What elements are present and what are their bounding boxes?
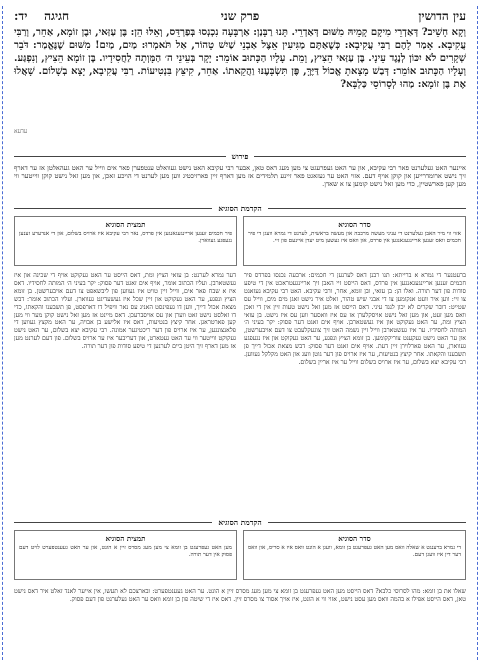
tamtzis-box-text: פיר חכמים זענען אריינגעגאנגען אין פרדס, נאר רבי עקיבא איז ארויס בשלום, און די אנדערע זענען נגעפגע געווארן. [19, 231, 232, 244]
seder-box-2-title: סדר הסוגיא [338, 534, 371, 543]
divider-line [14, 156, 226, 157]
section-title-hakdama: הקדמת הסוגיא [218, 203, 262, 213]
section-title-hakdama-2: הקדמת הסוגיא [218, 517, 262, 527]
summary-boxes-2 [14, 530, 466, 580]
commentary-columns [14, 272, 466, 512]
seder-box-2-text: די גמרא ברענגט א שאלה וואס מען האט געפרעגט בן זומא, וועגן א הונט וואס איז א סריס, און וואס דער דין איז וועגן דעם. [248, 545, 461, 558]
header-tractate-left: חגיגה [44, 8, 70, 23]
summary-boxes [14, 216, 466, 266]
tamtzis-box-2 [14, 530, 237, 580]
divider-line [268, 522, 466, 523]
section-divider-perush [14, 150, 466, 162]
header-chapter: פרק שני [220, 8, 260, 23]
seder-box-2 [243, 530, 466, 580]
header-tractate-right: עין הדושין [418, 8, 466, 23]
main-gemara-text: וְקָא חָשֵׁיב? דְּאַדְרֵי מִיקָם קָמֵיהּ מִשּׁוּם דְּאַדְרֵי. תָּנוּ רַבָּנַן: אַרְבָּעָה נִכְנְסוּ בְּפַרְדֵּס, וְאֵלּוּ הֵן: בֶּן עַזַּאי, וּבֶן זוֹמָא, אַחֵר, וְרַבִּי עֲקִיבָא. אָמַר לָהֶם רַבִּי עֲקִיבָא: כְּשֶׁאַתֶּם מַגִּיעִין אֵצֶל אַבְנֵי שַׁיִשׁ טָהוֹר, אַל תֹּאמְרוּ: מַיִם, מַיִם! מִשּׁוּם שֶׁנֶּאֱמַר: דֹּבֵר שְׁקָרִים לֹא יִכּוֹן לְנֶגֶד עֵינָי. בֶּן עַזַּאי הֵצִיץ, וָמֵת. עָלָיו הַכָּתוּב אוֹמֵר: יָקָר בְּעֵינֵי ה׳ הַמָּוְתָה לַחֲסִידָיו. בֶּן זוֹמָא הֵצִיץ, וְנִפְגַּע. וְעָלָיו הַכָּתוּב אוֹמֵר: דְּבַשׁ מָצָאתָ אֱכוֹל דַּיֶּךָּ, פֶּן תִּשְׂבָּעֶנּוּ וַהֲקֵאתוֹ. אַחֵר, קִיצֵּץ בִּנְטִיעוֹת. רַבִּי עֲקִיבָא, יָצָא בְשָׁלוֹם. שָׁאֲלוּ אֶת בֶּן זוֹמָא: מַהוּ לְסָרוֹסֵי כַּלְבָּא? [14, 27, 466, 90]
section-divider-hakdama-2 [14, 516, 466, 528]
seder-box-text: אזוי ווי מיר האבן געלערנט די עניני מעשה מרכבה און מעשה בראשית, לערנט די גמרא וועגן די פיר חכמים וואס זענען אריינגעגאנגען אין פרדס, און וואס איז געשען מיט יעדן איינעם פון זיי. [248, 231, 461, 244]
seder-box-title: סדר הסוגיא [338, 220, 371, 229]
seder-box [243, 216, 466, 266]
tamtzis-box-2-title: תמצית הסוגיא [105, 534, 146, 543]
commentary-column-left: דער גמרא לערנט: בן עזאי הציץ ומת, דאס הייסט ער האט געקוקט אויף די שכינה און איז געשטארבן. ועליו הכתוב אומר, אויף אים זאגט דער פסוק: יקר בעיני ה׳ המותה לחסידיו. דאס איז א שבח פאר אים, ווייל זיין טויט איז געווען פון ליבשאפט צו דעם אויבערשטן. בן זומא הציץ ונפגע, ער האט געקוקט און זיין שכל איז געשעדיגט געווארן. ועליו הכתוב אומר: דבש מצאת אכול דייך, ווען דו געפינסט האניג עס נאר וויפיל דו דארפסט, פן תשבענו והקאתו, כדי דו זאלסט נישט זאט ווערן און עס אויסברעכן. דאס מיינט אז מען זאל נישט קוקן מער ווי מען קען פארטראגן. אחר קיצץ בנטיעות, דאס איז אלישע בן אבויה, ער האט מקצץ געווען די פלאנצונגען, ער איז ארויס פון דער ריכטיגער אמונה. רבי עקיבא יצא בשלום, ער האט נישט געקוקט ווייטער ווי ער האט געטארט, און דעריבער איז ער ארויס בשלום. פון דעם לערנט מען אז מען דארף זיך היטן ביים לערנען די טיפע סודות פון דער תורה. [14, 272, 236, 351]
bottom-commentary: שאלו את בן זומא: מהו לסרוסי כלבא? דאס הייסט מען האט געפרעגט בן זומא צי מען מעג מסרס זיין א הונט. ער האט געענטפערט: ובארצכם לא תעשו, אין אייער לאנד זאלט איר דאס נישט טאן, דאס הייסט אפילו א בהמה וואס מען עסט נישט, אזוי ווי א הונט, איז אויך אסור צו מסרס זיין. דאס איז די שיטה פון בן זומא וואס ער האט געלערנט פון דעם פסוק. [14, 588, 466, 603]
section-divider-hakdama [14, 202, 466, 214]
divider-line [268, 208, 466, 209]
tamtzis-box [14, 216, 237, 266]
tamtzis-box-title: תמצית הסוגיא [105, 220, 146, 229]
perush-text: איינער האט געלערנט פאר רבי עקיבא, און ער האט געפרעגט צי מען מעג דאס טאן, אבער רבי עקיבא האט נישט געוואלט ענטפערן פאר אים ווייל ער האט געהאלטן אז ער דארף זיך נישט ארומדרייען און קוקן אויף דעם. אזוי האט ער געזאגט פאר זיינע תלמידים אז מען דארף זיין פארזיכטיג ווען מען לערנט די הויכע זאכן, און מען זאל נישט קוקן ווייטער ווי מען קען פארשטיין, כדי מען זאל נישט קומען צו א שאדן. [14, 164, 466, 189]
small-note: ﬠדﬠא [14, 128, 28, 135]
page-header [14, 6, 466, 26]
tamtzis-box-2-text: מען האט געפרעגט בן זומא צי מען מעג מסרס זיין א הונט, און ער האט געענטפערט לויט דעם פסוק אין דער תורה. [19, 545, 232, 558]
section-title-perush: פירוש [231, 151, 249, 161]
divider-line [254, 156, 466, 157]
header-page-number: יד: [14, 8, 28, 23]
divider-line [14, 522, 212, 523]
divider-line [14, 208, 212, 209]
commentary-column-right: ברעטנער די גמרא א ברייתא: תנו רבנן דאס לערנען די חכמים: ארבעה נכנסו בפרדס פיר חכמים זענען אריינגעגאנגען אין פרדס, דאס הייסט זיי האבן זיך אריינגעטראכט אין די טיפע סודות פון דער תורה. ואלו הן: בן עזאי, ובן זומא, אחר, ורבי עקיבא. האט רבי עקיבא געזאגט צו זיי: ווען איר וועט אנקומען צו די אבני שיש טהור, זאלט איר נישט זאגן מים מים, ווייל עס שטייט: דובר שקרים לא יכון לנגד עיני. דאס הייסט אז מען זאל נישט טעות זיין אין די זאכן וואס מען זעט, און מען זאל נישט אויסקלערן אז עס איז וואסער ווען עס איז נישט. בן עזאי הציץ ומת, ער האט געקוקט און איז געשטארבן. אויף אים זאגט דער פסוק: יקר בעיני ה׳ המותה לחסידיו. ער איז געשטארבן ווייל זיין נשמה האט זיך צוגעקלעבט צו דעם אויבערשטן, און ער האט נישט געקענט צוריקקומען. בן זומא הציץ ונפגע, ער האט געקוקט און איז נגעפגע געווארן, ער האט פארלוירן זיין דעת. אויף אים זאגט דער פסוק: דבש מצאת אכול דייך פן תשבענו והקאתו. אחר קיצץ בנטיעות, ער איז ארויס פון דער גוטן וועג און האט מקלקל געווען. רבי עקיבא יצא בשלום, ער איז ארויס בשלום ווייל ער איז אריין בשלום. [244, 272, 466, 366]
